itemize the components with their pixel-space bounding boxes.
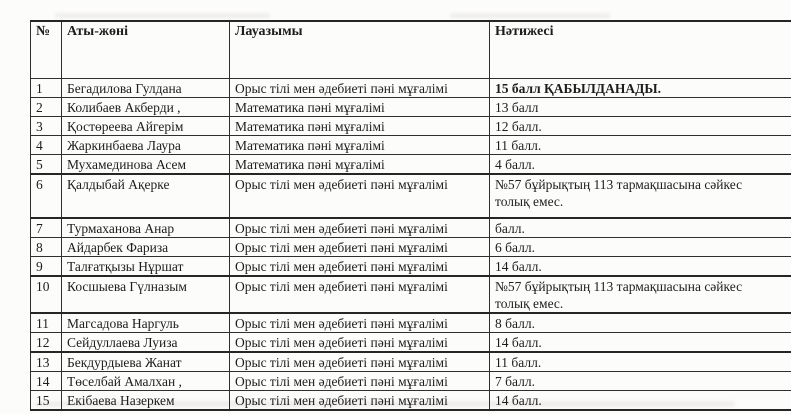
position-cell: Орыс тілі мен әдебиеті пәні мұғалімі <box>230 79 490 98</box>
table-row <box>31 218 791 238</box>
position-cell: Математика пәні мұғалімі <box>230 117 490 136</box>
table-row <box>31 352 791 372</box>
row-number: 10 <box>31 276 62 313</box>
column-header-name: Аты-жөні <box>62 21 230 79</box>
name-cell: Талғатқызы Нұршат <box>62 257 230 277</box>
name-cell: Мухамединова Асем <box>62 155 230 175</box>
row-number: 11 <box>31 313 62 333</box>
position-cell: Орыс тілі мен әдебиеті пәні мұғалімі <box>230 391 490 411</box>
table-row <box>31 117 791 136</box>
result-line1: №57 бұйрықтың 113 тармақшасына сәйкес <box>495 177 743 192</box>
name-cell: Колибаев Акберди , <box>62 98 230 117</box>
result-cell: 14 балл. <box>490 257 791 277</box>
row-number: 3 <box>31 117 62 136</box>
name-cell: Сейдуллаева Луиза <box>62 333 230 353</box>
result-cell <box>490 276 791 313</box>
table-row <box>31 136 791 155</box>
table-row <box>31 257 791 277</box>
result-cell: 8 балл. <box>490 313 791 333</box>
row-number: 1 <box>31 79 62 98</box>
name-cell: Магсадова Наргуль <box>62 313 230 333</box>
result-line1: №57 бұйрықтың 113 тармақшасына сәйкес <box>495 279 743 294</box>
name-cell: Қостөреева Айгерім <box>62 117 230 136</box>
table-row <box>31 98 791 117</box>
result-cell: балл. <box>490 218 791 238</box>
result-cell: 13 балл <box>490 98 791 117</box>
result-cell <box>490 174 791 218</box>
result-cell: 11 балл. <box>490 352 791 372</box>
position-cell: Орыс тілі мен әдебиеті пәні мұғалімі <box>230 333 490 353</box>
column-header-position: Лауазымы <box>230 21 490 79</box>
result-line2: толық емес. <box>495 194 564 209</box>
row-number: 6 <box>31 174 62 218</box>
position-cell: Математика пәні мұғалімі <box>230 136 490 155</box>
row-number: 4 <box>31 136 62 155</box>
name-cell: Екібаева Назеркем <box>62 391 230 411</box>
row-number: 14 <box>31 372 62 391</box>
table-row <box>31 238 791 257</box>
result-cell: 11 балл. <box>490 136 791 155</box>
column-header-num: № <box>31 21 62 79</box>
name-cell: Косшыева Гүлназым <box>62 276 230 313</box>
name-cell: Бегадилова Гулдана <box>62 79 230 98</box>
position-cell: Орыс тілі мен әдебиеті пәні мұғалімі <box>230 257 490 277</box>
result-cell: 6 балл. <box>490 238 791 257</box>
table-row <box>31 372 791 391</box>
scan-artifact <box>55 13 270 18</box>
result-cell: 15 балл ҚАБЫЛДАНАДЫ. <box>490 79 791 98</box>
row-number: 12 <box>31 333 62 353</box>
table-row <box>31 391 791 411</box>
name-cell: Жаркинбаева Лаура <box>62 136 230 155</box>
name-cell: Бекдурдыева Жанат <box>62 352 230 372</box>
row-number: 5 <box>31 155 62 175</box>
column-header-result: Нәтижесі <box>490 21 791 79</box>
result-cell: 14 балл. <box>490 391 791 411</box>
results-table <box>30 20 791 411</box>
result-cell: 7 балл. <box>490 372 791 391</box>
result-cell: 4 балл. <box>490 155 791 175</box>
row-number: 15 <box>31 391 62 411</box>
result-cell: 12 балл. <box>490 117 791 136</box>
name-cell: Төселбай Амалхан , <box>62 372 230 391</box>
result-cell: 14 балл. <box>490 333 791 353</box>
position-cell: Орыс тілі мен әдебиеті пәні мұғалімі <box>230 372 490 391</box>
position-cell: Орыс тілі мен әдебиеті пәні мұғалімі <box>230 174 490 218</box>
result-line2: толық емес. <box>495 296 564 311</box>
scan-artifact <box>450 13 610 18</box>
position-cell: Орыс тілі мен әдебиеті пәні мұғалімі <box>230 238 490 257</box>
row-number: 7 <box>31 218 62 238</box>
name-cell: Айдарбек Фариза <box>62 238 230 257</box>
table-row <box>31 174 791 218</box>
position-cell: Орыс тілі мен әдебиеті пәні мұғалімі <box>230 276 490 313</box>
table-row <box>31 79 791 98</box>
position-cell: Орыс тілі мен әдебиеті пәні мұғалімі <box>230 313 490 333</box>
table-row <box>31 313 791 333</box>
header-row <box>31 21 791 79</box>
row-number: 13 <box>31 352 62 372</box>
table-row <box>31 333 791 353</box>
position-cell: Математика пәні мұғалімі <box>230 98 490 117</box>
table-row <box>31 155 791 175</box>
table-row <box>31 276 791 313</box>
name-cell: Қалдыбай Ақерке <box>62 174 230 218</box>
position-cell: Орыс тілі мен әдебиеті пәні мұғалімі <box>230 218 490 238</box>
position-cell: Математика пәні мұғалімі <box>230 155 490 175</box>
row-number: 8 <box>31 238 62 257</box>
name-cell: Турмаханова Анар <box>62 218 230 238</box>
row-number: 2 <box>31 98 62 117</box>
row-number: 9 <box>31 257 62 277</box>
position-cell: Орыс тілі мен әдебиеті пәні мұғалімі <box>230 352 490 372</box>
